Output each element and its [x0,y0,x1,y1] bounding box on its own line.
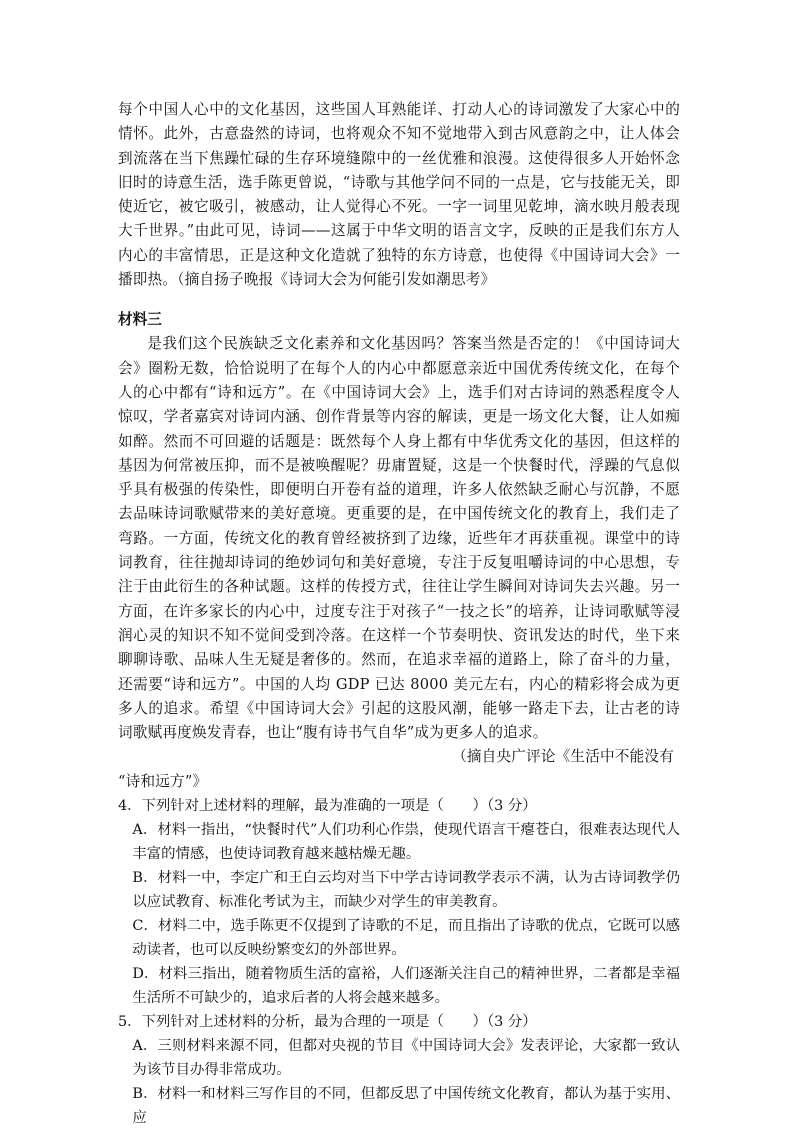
question-4-option-b: B．材料一中，李定广和王白云均对当下中学古诗词教学表示不满，认为古诗词教学仍以应试教育、标准化考试为主，而缺少对学生的审美教育。 [132,870,680,911]
question-5-option-b: B．材料一和材料三写作目的不同，但都反思了中国传统文化教育，都认为基于实用、应 [132,1086,680,1127]
question-5-stem: 5．下列针对上述材料的分析，最为合理的一项是（ ）（3 分） [118,1014,537,1031]
question-5-option-a: A．三则材料来源不同，但都对央视的节目《中国诗词大会》发表评论，大家都一致认为该节目办得非常成功。 [132,1038,680,1079]
question-4-option-a: A．材料一指出，“快餐时代”人们功利心作祟，使现代语言干瘪苍白，很难表达现代人丰富的情感，也使诗词教育越来越枯燥无趣。 [132,822,680,863]
question-4-option-c: C．材料二中，选手陈更不仅提到了诗歌的不足，而且指出了诗歌的优点，它既可以感动读者，也可以反映纷繁变幻的外部世界。 [132,918,680,959]
question-4-option-d: D．材料三指出，随着物质生活的富裕，人们逐渐关注自己的精神世界，二者都是幸福生活所不可缺少的，追求后者的人将会越来越多。 [132,966,680,1007]
source-citation-line1: （摘自央广评论《生活中不能没有 [452,748,674,766]
question-4-stem: 4．下列针对上述材料的理解，最为准确的一项是（ ）（3 分） [118,798,537,815]
material3-heading: 材料三 [118,311,162,329]
document-page [118,98,680,1130]
source-citation-line2: “诗和远方”》 [118,772,208,790]
paragraph-material2-end: 每个中国人心中的文化基因，这些国人耳熟能详、打动人心的诗词激发了大家心中的情怀。此外，古意盎然的诗词，也将观众不知不觉地带入到古风意韵之中，让人体会到流落在当下焦躁忙碌的生存环境缝隙中的一丝优雅和浪漫。这使得很多人开始怀念旧时的诗意生活，选手陈更曾说，“诗歌与其他学问不同的一点是，它与技能无关，即使近它，被它吸引，被感动，让人觉得心不死。一字一词里见乾坤，滴水映月般表现大千世界。”由此可见，诗词——这属于中华文明的语言文字，反映的正是我们东方人内心的丰富情思，正是这种文化造就了独特的东方诗意，也使得《中国诗词大会》一播即热。（摘自扬子晚报《诗词大会为何能引发如潮思考》 [118,101,680,289]
paragraph-material3: 是我们这个民族缺乏文化素养和文化基因吗？答案当然是否定的！《中国诗词大会》圈粉无数，恰恰说明了在每个人的内心中都愿意亲近中国优秀传统文化，在每个人的心中都有“诗和远方”。在《中国诗词大会》上，选手们对古诗词的熟悉程度令人惊叹，学者嘉宾对诗词内涵、创作背景等内容的解读，更是一场文化大餐，让人如痴如醉。然而不可回避的话题是：既然每个人身上都有中华优秀文化的基因，但这样的基因为何常被压抑，而不是被唤醒呢？毋庸置疑，这是一个快餐时代，浮躁的气息似乎具有极强的传染性，即便明白开卷有益的道理，许多人依然缺乏耐心与沉静，不愿去品味诗词歌赋带来的美好意境。更重要的是，在中国传统文化的教育上，我们走了弯路。一方面，传统文化的教育曾经被挤到了边缘，近些年才再获重视。课堂中的诗词教育，往往抛却诗词的绝妙词句和美好意境，专注于反复咀嚼诗词的中心思想，专注于由此衍生的各种试题。这样的传授方式，往往让学生瞬间对诗词失去兴趣。另一方面，在许多家长的内心中，过度专注于对孩子“一技之长”的培养，让诗词歌赋等浸润心灵的知识不知不觉间受到冷落。在这样一个节奏明快、资讯发达的时代，坐下来聊聊诗歌、品味人生无疑是奢侈的。然而，在追求幸福的道路上，除了奋斗的力量，还需要“诗和远方”。中国的人均 GDP 已达 8000 美元左右，内心的精彩将会成为更多人的追求。希望《中国诗词大会》引起的这股风潮，能够一路走下去，让古老的诗词歌赋再度焕发青春，也让“腹有诗书气自华”成为更多人的追求。 [118,335,680,742]
